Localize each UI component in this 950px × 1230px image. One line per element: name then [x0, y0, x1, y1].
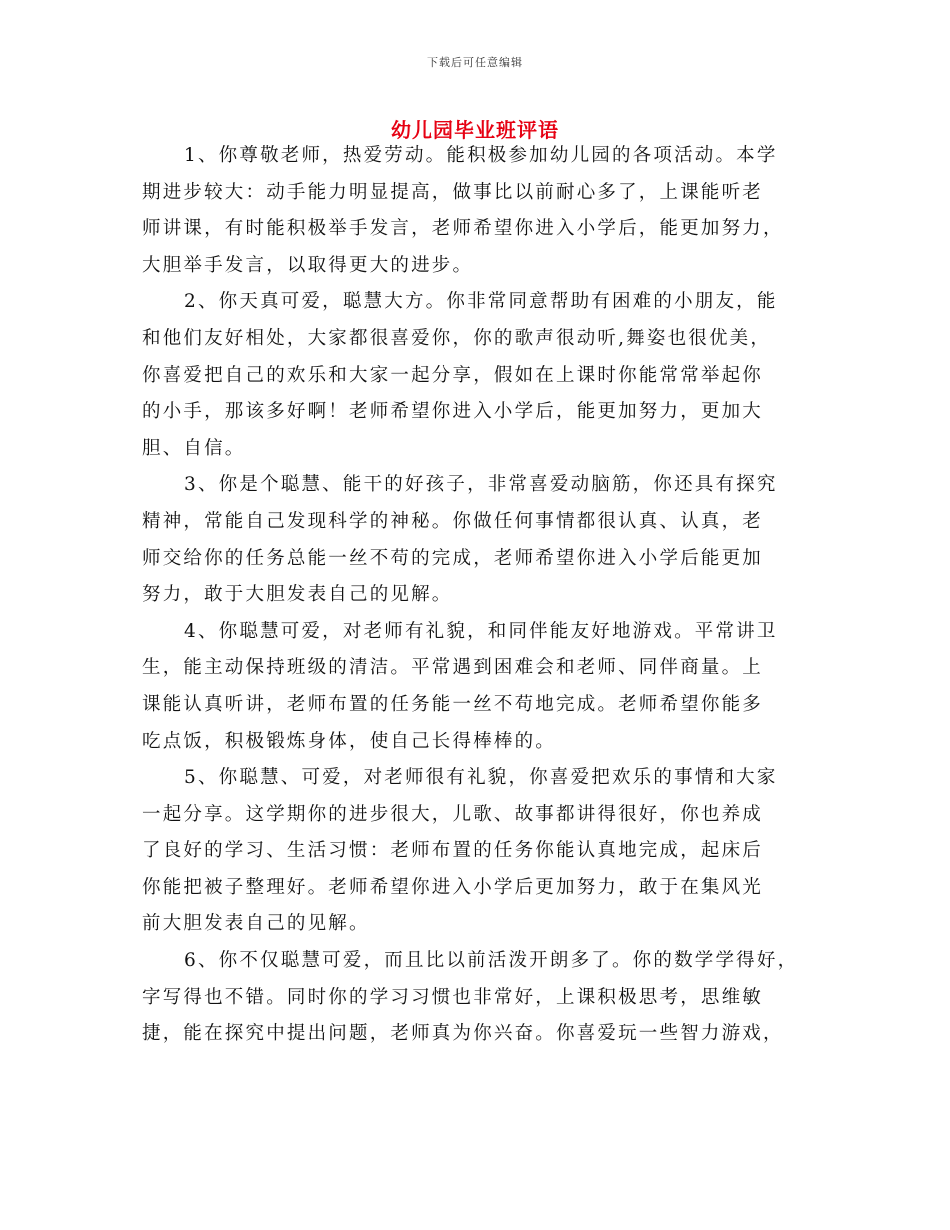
paragraph-line: 2、你天真可爱，聪慧大方。你非常同意帮助有困难的小朋友，能 [184, 291, 778, 313]
paragraph-line: 和他们友好相处，大家都很喜爱你，你的歌声很动听,舞姿也很优美， [142, 327, 772, 349]
paragraph-line: 了良好的学习、生活习惯：老师布置的任务你能认真地完成，起床后 [142, 840, 764, 862]
paragraph-line: 精神，常能自己发现科学的神秘。你做任何事情都很认真、认真，老 [142, 510, 764, 532]
paragraph-line: 生，能主动保持班级的清洁。平常遇到困难会和老师、同伴商量。上 [142, 657, 764, 679]
paragraph-line: 胆、自信。 [142, 437, 246, 459]
paragraph-line: 师交给你的任务总能一丝不苟的完成，老师希望你进入小学后能更加 [142, 547, 764, 569]
paragraph-line: 捷，能在探究中提出问题，老师真为你兴奋。你喜爱玩一些智力游戏， [142, 1023, 784, 1045]
paragraph-line: 一起分享。这学期你的进步很大，儿歌、故事都讲得很好，你也养成 [142, 803, 764, 825]
document-title: 幼儿园毕业班评语 [391, 118, 559, 142]
paragraph-3 [142, 467, 822, 613]
paragraph-line: 期进步较大：动手能力明显提高，做事比以前耐心多了，上课能听老 [142, 181, 764, 203]
paragraph-1 [142, 138, 822, 284]
paragraph-line: 5、你聪慧、可爱，对老师很有礼貌，你喜爱把欢乐的事情和大家 [184, 767, 778, 789]
paragraph-line: 你能把被子整理好。老师希望你进入小学后更加努力，敢于在集风光 [142, 876, 764, 898]
paragraph-line: 4、你聪慧可爱，对老师有礼貌，和同伴能友好地游戏。平常讲卫 [184, 620, 778, 642]
paragraph-line: 的小手，那该多好啊！老师希望你进入小学后，能更加努力，更加大 [142, 401, 764, 423]
paragraph-line: 师讲课，有时能积极举手发言，老师希望你进入小学后，能更加努力， [142, 218, 784, 240]
paragraph-6 [142, 943, 822, 1053]
paragraph-line: 吃点饭，积极锻炼身体，使自己长得棒棒的。 [142, 730, 557, 752]
paragraph-line: 字写得也不错。同时你的学习习惯也非常好，上课积极思考，思维敏 [142, 986, 764, 1008]
paragraph-line: 3、你是个聪慧、能干的好孩子，非常喜爱动脑筋，你还具有探究 [184, 474, 778, 496]
paragraph-5 [142, 760, 822, 943]
paragraph-line: 课能认真听讲，老师布置的任务能一丝不苟地完成。老师希望你能多 [142, 693, 764, 715]
paragraph-line: 大胆举手发言，以取得更大的进步。 [142, 254, 474, 276]
page-header-note: 下载后可任意编辑 [427, 56, 523, 69]
paragraph-line: 6、你不仅聪慧可爱，而且比以前活泼开朗多了。你的数学学得好， [184, 950, 799, 972]
paragraph-line: 努力，敢于大胆发表自己的见解。 [142, 584, 453, 606]
paragraph-line: 前大胆发表自己的见解。 [142, 913, 370, 935]
document-body [142, 138, 822, 1053]
paragraph-2 [142, 284, 822, 467]
paragraph-line: 1、你尊敬老师，热爱劳动。能积极参加幼儿园的各项活动。本学 [184, 145, 778, 166]
paragraph-line: 你喜爱把自己的欢乐和大家一起分享，假如在上课时你能常常举起你 [142, 364, 764, 386]
paragraph-4 [142, 614, 822, 760]
